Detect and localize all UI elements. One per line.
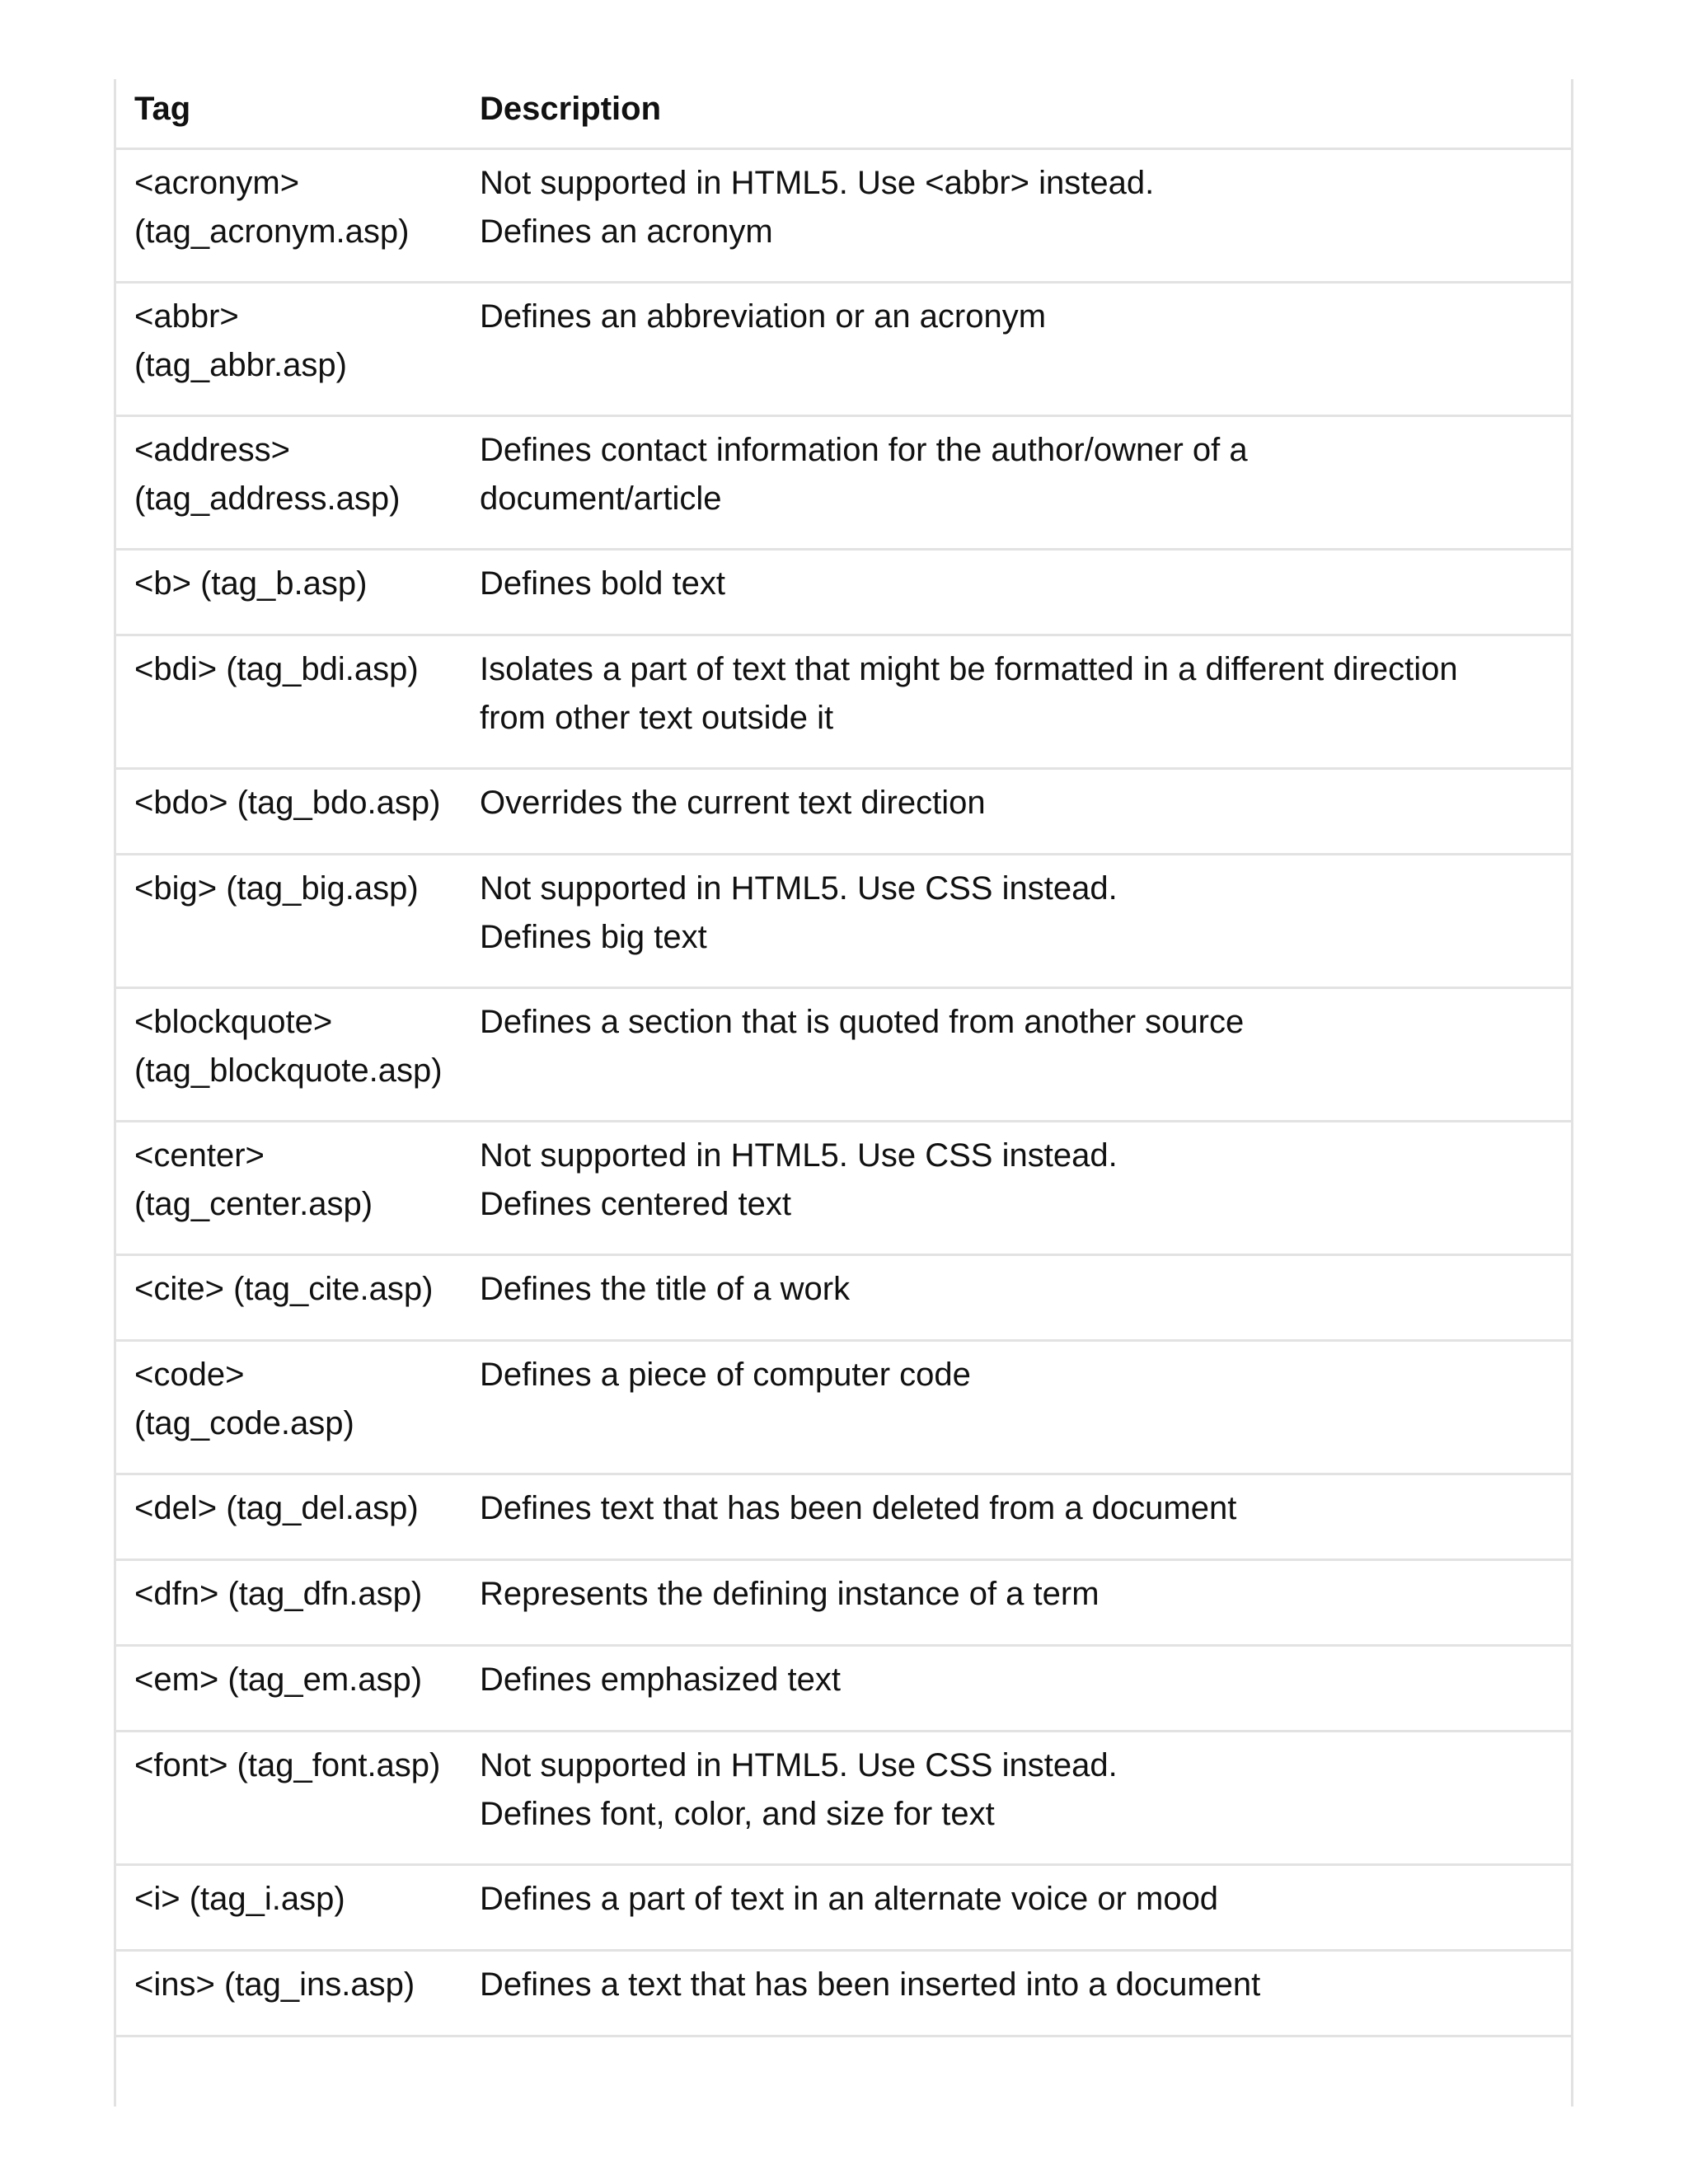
tag-cell: <bdi> (tag_bdi.asp) bbox=[134, 651, 419, 687]
tag-cell: <b> (tag_b.asp) bbox=[134, 565, 368, 602]
description-cell: Isolates a part of text that might be formatted in a different direction from other text outside it bbox=[480, 651, 1458, 736]
description-cell: Defines the title of a work bbox=[480, 1271, 851, 1307]
tag-cell: <i> (tag_i.asp) bbox=[134, 1881, 345, 1917]
table-row bbox=[116, 1732, 1571, 1866]
description-cell: Defines contact information for the author/owner of a document/article bbox=[480, 432, 1248, 517]
description-cell: Defines emphasized text bbox=[480, 1661, 842, 1698]
tag-cell: <dfn> (tag_dfn.asp) bbox=[134, 1576, 423, 1612]
table-row bbox=[116, 1647, 1571, 1732]
description-cell: Not supported in HTML5. Use CSS instead. Defines big text bbox=[480, 870, 1118, 955]
table-row bbox=[116, 770, 1571, 855]
table-row bbox=[116, 1122, 1571, 1256]
table-row bbox=[116, 855, 1571, 989]
table-row bbox=[116, 1475, 1571, 1561]
table-row bbox=[116, 636, 1571, 770]
table-header-row bbox=[116, 79, 1571, 150]
table-row bbox=[116, 1342, 1571, 1475]
description-cell: Defines text that has been deleted from a document bbox=[480, 1490, 1237, 1526]
tag-cell: <acronym> (tag_acronym.asp) bbox=[134, 165, 410, 250]
description-cell: Overrides the current text direction bbox=[480, 785, 986, 821]
tag-cell: <center> (tag_center.asp) bbox=[134, 1137, 373, 1222]
tag-cell: <ins> (tag_ins.asp) bbox=[134, 1966, 415, 2003]
description-cell: Represents the defining instance of a term bbox=[480, 1576, 1100, 1612]
tag-cell: <address> (tag_address.asp) bbox=[134, 432, 401, 517]
tag-cell: <font> (tag_font.asp) bbox=[134, 1747, 441, 1783]
table-row bbox=[116, 989, 1571, 1122]
tag-cell: <abbr> (tag_abbr.asp) bbox=[134, 298, 347, 383]
column-header-description: Description bbox=[480, 91, 662, 127]
description-cell: Not supported in HTML5. Use CSS instead. Defines font, color, and size for text bbox=[480, 1747, 1118, 1832]
table-row bbox=[116, 150, 1571, 284]
tag-reference-table bbox=[114, 79, 1573, 2107]
table-row bbox=[116, 1561, 1571, 1647]
table-row bbox=[116, 1952, 1571, 2037]
description-cell: Not supported in HTML5. Use CSS instead. Defines centered text bbox=[480, 1137, 1118, 1222]
table-row bbox=[116, 1866, 1571, 1952]
description-cell: Defines a section that is quoted from another source bbox=[480, 1004, 1245, 1040]
table-row bbox=[116, 1256, 1571, 1342]
description-cell: Defines a piece of computer code bbox=[480, 1357, 971, 1393]
description-cell: Defines a part of text in an alternate voice or mood bbox=[480, 1881, 1219, 1917]
tag-cell: <cite> (tag_cite.asp) bbox=[134, 1271, 434, 1307]
table-row bbox=[116, 284, 1571, 417]
tag-cell: <em> (tag_em.asp) bbox=[134, 1661, 423, 1698]
tag-cell: <del> (tag_del.asp) bbox=[134, 1490, 419, 1526]
tag-cell: <big> (tag_big.asp) bbox=[134, 870, 419, 907]
tag-cell: <bdo> (tag_bdo.asp) bbox=[134, 785, 441, 821]
description-cell: Not supported in HTML5. Use <abbr> instead. Defines an acronym bbox=[480, 165, 1155, 250]
column-header-tag: Tag bbox=[134, 91, 191, 127]
table-row bbox=[116, 551, 1571, 636]
tag-cell: <code> (tag_code.asp) bbox=[134, 1357, 354, 1441]
table-row bbox=[116, 417, 1571, 551]
tag-cell: <blockquote> (tag_blockquote.asp) bbox=[134, 1004, 443, 1089]
description-cell: Defines bold text bbox=[480, 565, 725, 602]
description-cell: Defines a text that has been inserted into a document bbox=[480, 1966, 1261, 2003]
description-cell: Defines an abbreviation or an acronym bbox=[480, 298, 1047, 335]
